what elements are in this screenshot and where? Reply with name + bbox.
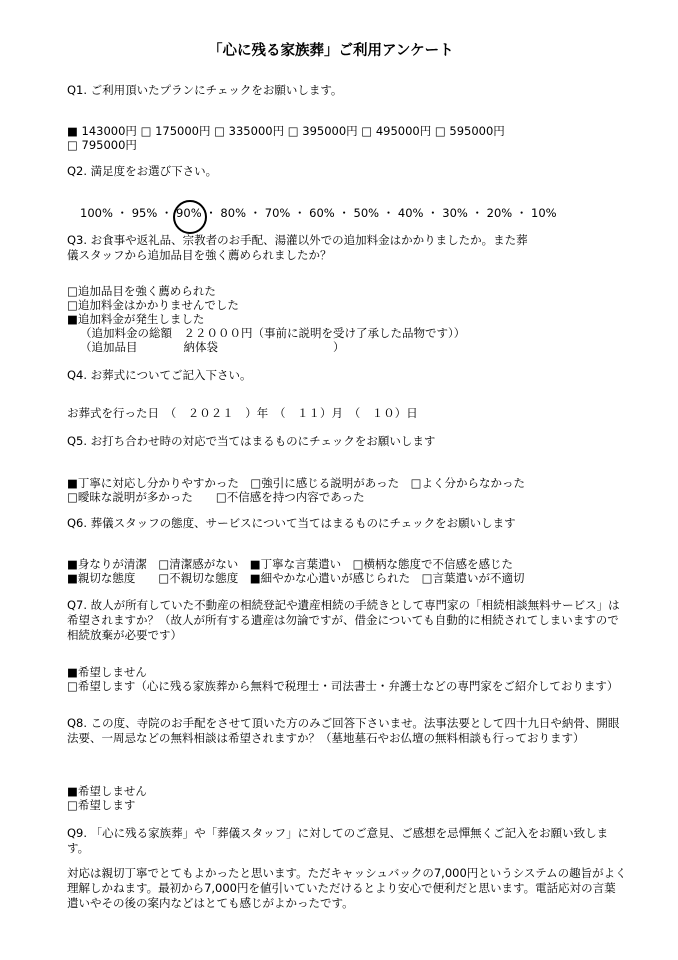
q9-answer: 対応は親切丁寧でとてもよかったと思います。ただキャッシュバックの7,000円というシステムの趣旨がよく理解しかねます。最初から7,000円を値引いていただけるとより安心で便利だと思います。電話応対の言葉遣いやその後の案内などはとても感じがよかったです。 <box>67 866 627 910</box>
q1-options-line2[interactable]: □ 795000円 <box>67 138 137 152</box>
q3-answer-3[interactable]: ■追加料金が発生しました <box>67 312 205 326</box>
q7-answer-1[interactable]: ■希望しません <box>67 665 147 679</box>
q9-question: Q9. 「心に残る家族葬」や「葬儀スタッフ」に対してのご意見、ご感想を忌憚無くご記入をお願い致します。 <box>67 826 609 855</box>
q4-question: Q4. お葬式についてご記入下さい。 <box>67 368 252 382</box>
q5-question: Q5. お打ち合わせ時の対応で当てはまるものにチェックをお願いします <box>67 434 436 448</box>
selection-circle <box>173 200 207 234</box>
q8-answer-1[interactable]: ■希望しません <box>67 784 147 798</box>
q6-question: Q6. 葬儀スタッフの態度、サービスについて当てはまるものにチェックをお願いします <box>67 516 516 530</box>
page-title: 「心に残る家族葬」ご利用アンケート <box>208 43 454 59</box>
q3-answer-2[interactable]: □追加料金はかかりませんでした <box>67 298 239 312</box>
q3-question-line1: Q3. お食事や返礼品、宗教者のお手配、湯灌以外での追加料金はかかりましたか。また葬 <box>67 233 528 247</box>
q1-question: Q1. ご利用頂いたプランにチェックをお願いします。 <box>67 83 343 97</box>
q3-additional-total: （追加料金の総額 ２２０００円（事前に説明を受け了承した品物です）） <box>80 326 466 340</box>
q4-answer-date: お葬式を行った日 （ ２０２１ ）年 （ １１）月 （ １０）日 <box>67 406 418 420</box>
q6-options-line1[interactable]: ■身なりが清潔 □清潔感がない ■丁寧な言葉遣い □横柄な態度で不信感を感じた <box>67 557 513 571</box>
q3-additional-items: （追加品目 納体袋 ） <box>80 340 345 354</box>
q2-question: Q2. 満足度をお選び下さい。 <box>67 164 218 178</box>
q2-satisfaction-scale[interactable]: 100% ・ 95% ・ 90% ・ 80% ・ 70% ・ 60% ・ 50% ・ 40% ・ 30% ・ 20% ・ 10% <box>80 206 557 220</box>
q5-options-line2[interactable]: □曖昧な説明が多かった □不信感を持つ内容であった <box>67 490 365 504</box>
q7-question: Q7. 故人が所有していた不動産の相続登記や遺産相続の手続きとして専門家の「相続相談無料サービス」は希望されますか？（故人が所有する遺産は勿論ですが、借金についても自動的に相続されてしまいますので相続放棄が必要です） <box>67 598 620 642</box>
q1-options-line1[interactable]: ■ 143000円 □ 175000円 □ 335000円 □ 395000円 □ 495000円 □ 595000円 <box>67 124 505 138</box>
q8-answer-2[interactable]: □希望します <box>67 798 136 812</box>
q3-question-line2: 儀スタッフから追加品目を強く薦められましたか？ <box>67 248 332 262</box>
q6-options-line2[interactable]: ■親切な態度 □不親切な態度 ■細やかな心遣いが感じられた □言葉遣いが不適切 <box>67 571 525 585</box>
q5-options-line1[interactable]: ■丁寧に対応し分かりやすかった □強引に感じる説明があった □よく分からなかった <box>67 476 525 490</box>
q7-answer-2[interactable]: □希望します（心に残る家族葬から無料で税理士・司法書士・弁護士などの専門家をご紹介しております） <box>67 679 619 693</box>
q8-question: Q8. この度、寺院のお手配をさせて頂いた方のみご回答下さいませ。法事法要として四十九日や納骨、開眼法要、一周忌などの無料相談は希望されますか？（墓地墓石やお仏壇の無料相談も行っております） <box>67 716 620 745</box>
q3-answer-1[interactable]: □追加品目を強く薦められた <box>67 284 216 298</box>
